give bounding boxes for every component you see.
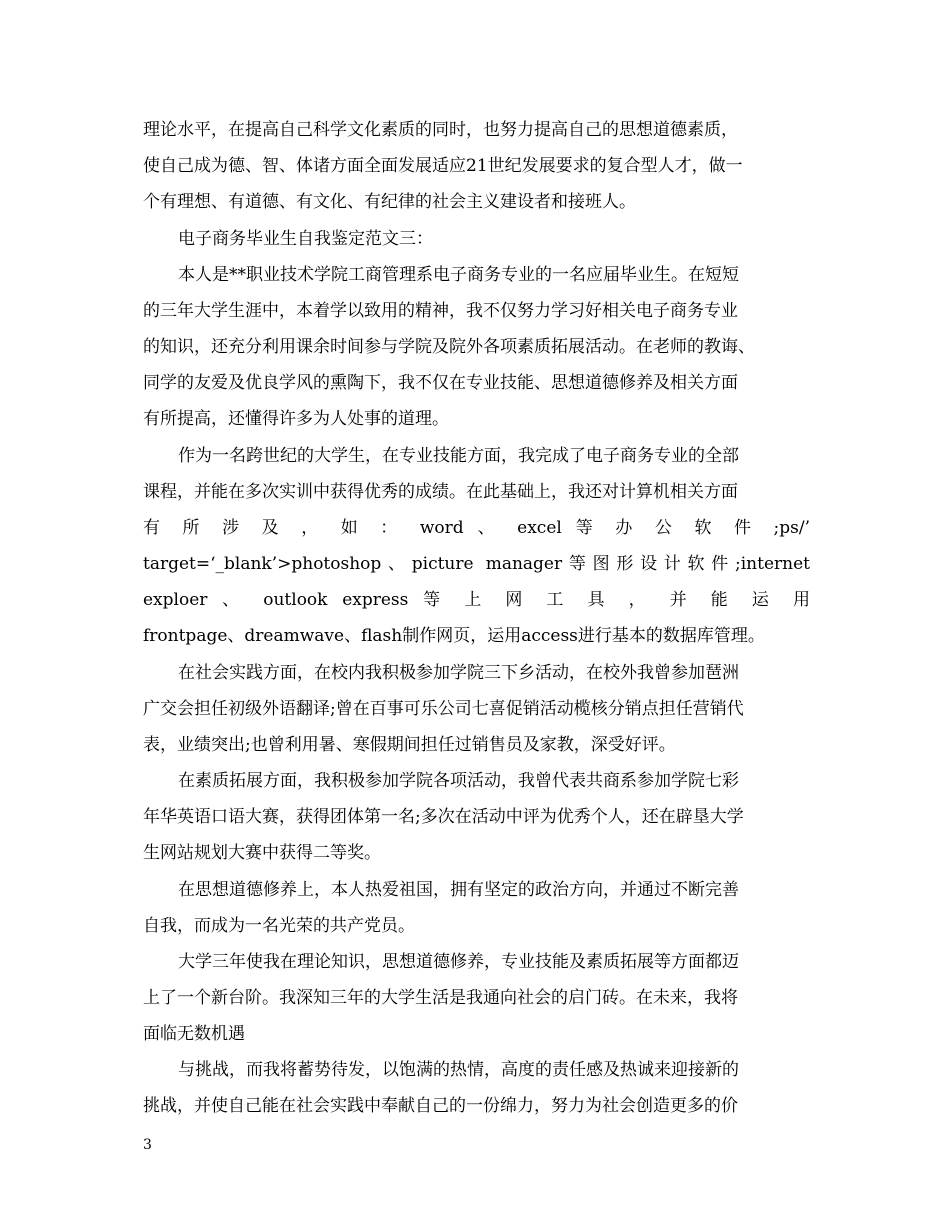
- body-text-line: 有所提高，还懂得许多为人处事的道理。: [143, 409, 449, 429]
- body-text-line: 在素质拓展方面，我积极参加学院各项活动，我曾代表共商系参加学院七彩: [178, 771, 739, 791]
- section-heading: 电子商务毕业生自我鉴定范文三：: [178, 229, 433, 249]
- body-text-line: exploer 、 outlook express 等 上 网 工 具 ， 并 能 运 用: [143, 590, 810, 610]
- body-text-line: 年华英语口语大赛，获得团体第一名;多次在活动中评为优秀个人，还在辟垦大学: [143, 807, 744, 827]
- body-text-line: 的知识，还充分利用课余时间参与学院及院外各项素质拓展活动。在老师的教诲、: [143, 337, 755, 357]
- body-text-line: frontpage、dreamwave、flash制作网页，运用access进行基本的数据库管理。: [143, 626, 765, 646]
- body-text-line: 大学三年使我在理论知识，思想道德修养，专业技能及素质拓展等方面都迈: [178, 952, 739, 972]
- body-text-line: 在社会实践方面，在校内我积极参加学院三下乡活动，在校外我曾参加琶洲: [178, 663, 739, 683]
- body-text-line: 上了一个新台阶。我深知三年的大学生活是我通向社会的启门砖。在未来，我将: [143, 988, 738, 1008]
- body-text-line: 同学的友爱及优良学风的熏陶下，我不仅在专业技能、思想道德修养及相关方面: [143, 373, 738, 393]
- body-text-line: 的三年大学生涯中，本着学以致用的精神，我不仅努力学习好相关电子商务专业: [143, 301, 738, 321]
- body-text-line: 广交会担任初级外语翻译;曾在百事可乐公司七喜促销活动榄核分销点担任营销代: [143, 699, 744, 719]
- page-number: 3: [143, 1137, 152, 1153]
- body-text-line: target=‘_blank’>photoshop、picture manager等图形设计软件;internet: [143, 554, 810, 574]
- body-text-line: 作为一名跨世纪的大学生，在专业技能方面，我完成了电子商务专业的全部: [178, 446, 739, 466]
- body-text-line: 自我，而成为一名光荣的共产党员。: [143, 916, 415, 936]
- body-text-line: 本人是**职业技术学院工商管理系电子商务专业的一名应届毕业生。在短短: [178, 265, 739, 285]
- body-text-line: 生网站规划大赛中获得二等奖。: [143, 843, 381, 863]
- body-text-line: 个有理想、有道德、有文化、有纪律的社会主义建设者和接班人。: [143, 192, 636, 212]
- body-text-line: 课程，并能在多次实训中获得优秀的成绩。在此基础上，我还对计算机相关方面: [143, 482, 738, 502]
- body-text-line: 与挑战，而我将蓄势待发，以饱满的热情，高度的责任感及热诚来迎接新的: [178, 1060, 739, 1080]
- body-text-line: 使自己成为德、智、体诸方面全面发展适应21世纪发展要求的复合型人才，做一: [143, 156, 743, 176]
- body-text-line: 表，业绩突出;也曾利用暑、寒假期间担任过销售员及家教，深受好评。: [143, 735, 676, 755]
- body-text-line: 有 所 涉 及 ， 如 ： word 、 excel 等 办 公 软 件 ;ps/’: [143, 518, 810, 538]
- body-text-line: 理论水平，在提高自己科学文化素质的同时，也努力提高自己的思想道德素质，: [143, 120, 738, 140]
- body-text-line: 挑战，并使自己能在社会实践中奉献自己的一份绵力，努力为社会创造更多的价: [143, 1096, 738, 1116]
- body-text-line: 面临无数机遇: [143, 1024, 245, 1044]
- body-text-line: 在思想道德修养上，本人热爱祖国，拥有坚定的政治方向，并通过不断完善: [178, 880, 739, 900]
